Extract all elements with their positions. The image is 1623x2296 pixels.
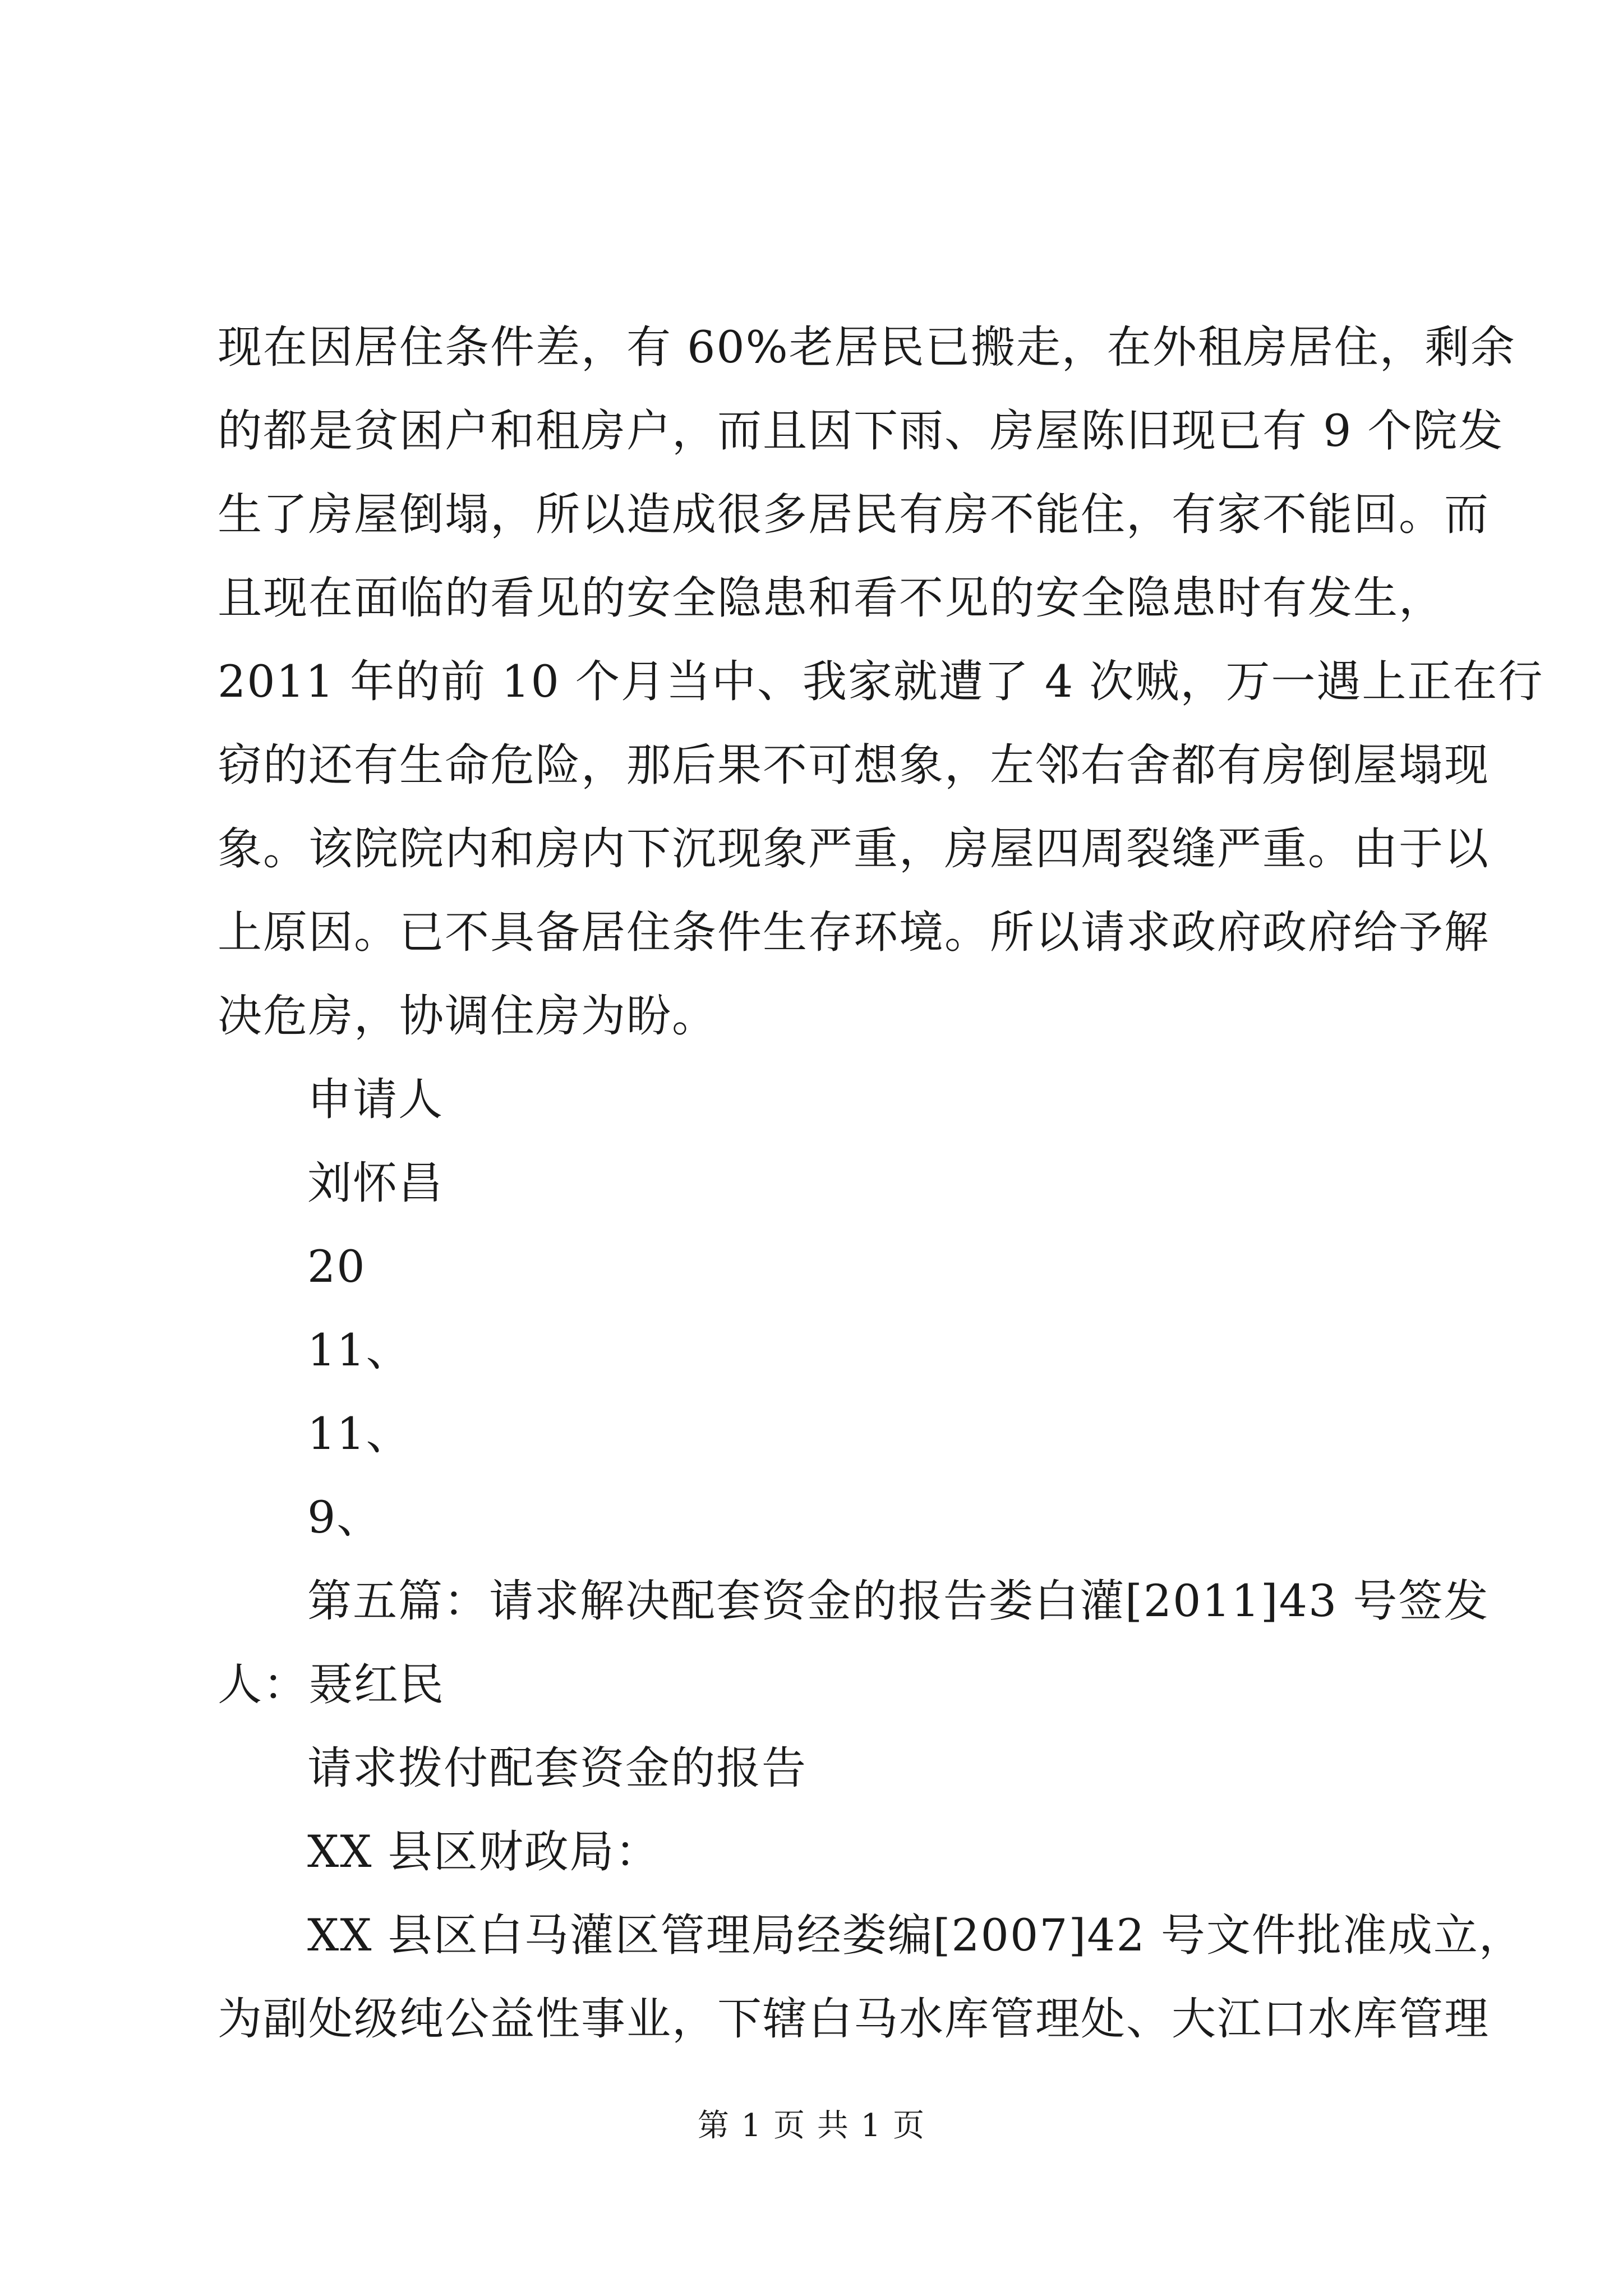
paragraph-line: 决危房，协调住房为盼。 (218, 990, 717, 1042)
applicant-label: 申请人 (307, 1074, 444, 1125)
paragraph-line: 现在因居住条件差，有 60%老居民已搬走，在外租房居住，剩余 (218, 321, 1516, 373)
paragraph-line: 上原因。已不具备居住条件生存环境。所以请求政府政府给予解 (218, 907, 1490, 958)
date-part: 9、 (307, 1492, 382, 1543)
paragraph-line: 的都是贫困户和租房户，而且因下雨、房屋陈旧现已有 9 个院发 (218, 405, 1504, 457)
section-heading: 第五篇：请求解决配套资金的报告娄白灌[2011]43 号签发 (307, 1575, 1490, 1627)
applicant-name: 刘怀昌 (307, 1157, 444, 1209)
document-body (218, 306, 1544, 2061)
report-recipient: XX 县区财政局： (307, 1826, 661, 1878)
report-title: 请求拨付配套资金的报告 (307, 1742, 807, 1794)
paragraph-line: XX 县区白马灌区管理局经娄编[2007]42 号文件批准成立， (307, 1910, 1524, 1961)
date-part: 11、 (307, 1324, 412, 1376)
date-part: 20 (307, 1241, 366, 1292)
paragraph-line: 且现在面临的看见的安全隐患和看不见的安全隐患时有发生， (218, 572, 1444, 624)
page-number-footer: 第 1 页 共 1 页 (697, 2108, 926, 2144)
paragraph-line: 生了房屋倒塌，所以造成很多居民有房不能住，有家不能回。而 (218, 489, 1490, 540)
paragraph-line: 2011 年的前 10 个月当中、我家就遭了 4 次贼，万一遇上正在行 (218, 656, 1544, 707)
paragraph-line: 窃的还有生命危险，那后果不可想象，左邻右舍都有房倒屋塌现 (218, 739, 1490, 791)
paragraph-line: 象。该院院内和房内下沉现象严重，房屋四周裂缝严重。由于以 (218, 823, 1490, 875)
section-heading-continued: 人：聂红民 (218, 1659, 445, 1710)
paragraph-line: 为副处级纯公益性事业，下辖白马水库管理处、大江口水库管理 (218, 1993, 1490, 2045)
date-part: 11、 (307, 1408, 412, 1460)
